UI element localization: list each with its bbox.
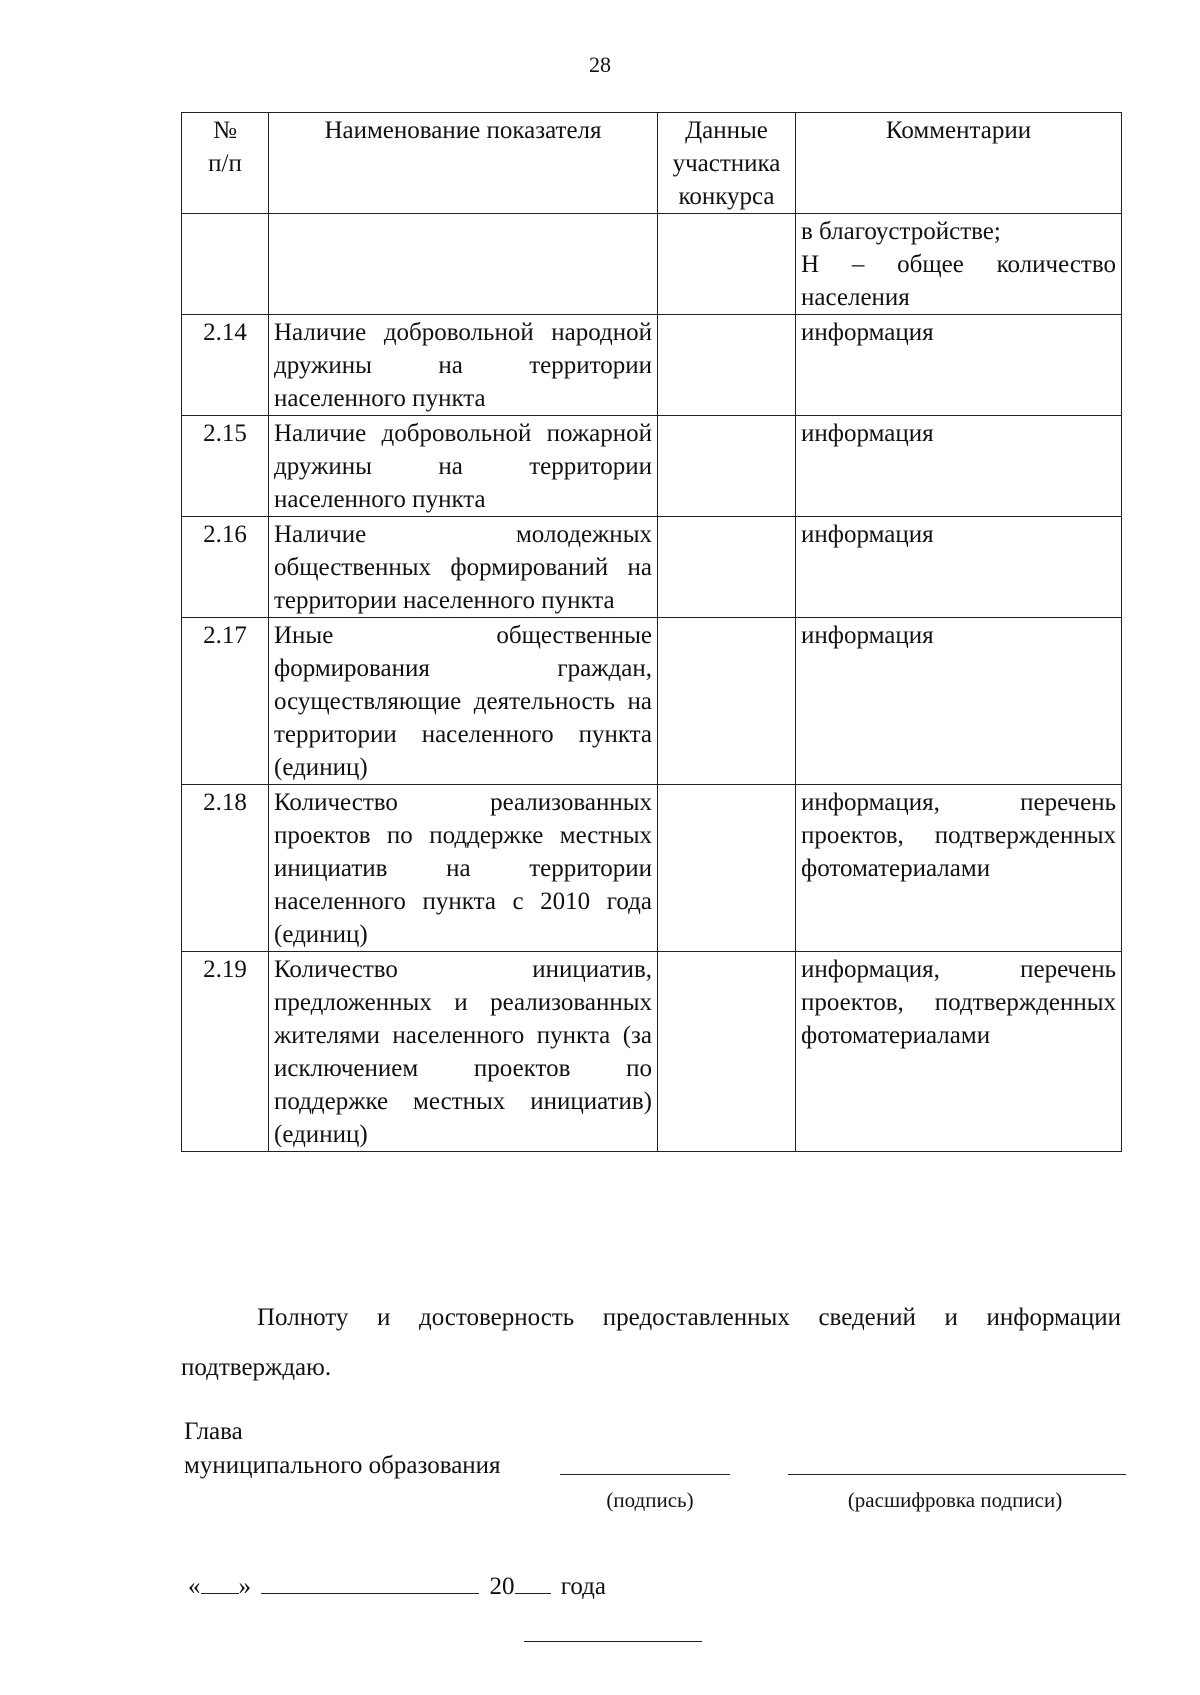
signature-caption: (подпись) (606, 1488, 694, 1512)
cell-comment: информация, перечень проектов, подтвержденных фотоматериалами (796, 952, 1122, 1152)
cell-comment: информация (796, 416, 1122, 517)
year-suffix: года (560, 1573, 606, 1600)
cell-num: 2.16 (182, 517, 269, 618)
cell-data (658, 315, 796, 416)
signature-decoding-line[interactable] (788, 1474, 1126, 1475)
cell-num: 2.14 (182, 315, 269, 416)
header-data: Данные участника конкурса (658, 113, 796, 214)
confirmation-text: Полноту и достоверность предоставленных сведений и информации подтверждаю. (181, 1304, 1121, 1381)
signature-decoding-caption: (расшифровка подписи) (847, 1488, 1063, 1512)
table-row (182, 315, 1122, 416)
cell-data (658, 618, 796, 785)
date-open-quote: « (188, 1573, 201, 1600)
cell-name: Иные общественные формирования граждан, осуществляющие деятельность на территории населенного пункта (единиц) (269, 618, 658, 785)
page-number: 28 (589, 52, 611, 77)
cell-data (658, 214, 796, 315)
cell-comment: информация, перечень проектов, подтвержденных фотоматериалами (796, 785, 1122, 952)
table-header-row (182, 113, 1122, 214)
header-num: № п/п (182, 113, 269, 214)
cell-num (182, 214, 269, 315)
cell-num: 2.17 (182, 618, 269, 785)
indicators-table (181, 112, 1122, 1152)
table-row (182, 785, 1122, 952)
cell-name (269, 214, 658, 315)
cell-comment: в благоустройстве; Н – общее количество населения (796, 214, 1122, 315)
signature-line[interactable] (560, 1474, 730, 1475)
cell-num: 2.15 (182, 416, 269, 517)
year-prefix: 20 (489, 1573, 515, 1600)
cell-data (658, 517, 796, 618)
cell-comment: информация (796, 517, 1122, 618)
header-comment: Комментарии (796, 113, 1122, 214)
signatory-title-line2: муниципального образования (184, 1452, 501, 1479)
table-row (182, 618, 1122, 785)
signatory-title (184, 1415, 501, 1483)
cell-name: Наличие молодежных общественных формирований на территории населенного пункта (269, 517, 658, 618)
date-line (188, 1571, 606, 1601)
cell-num: 2.19 (182, 952, 269, 1152)
table-row-continuation (182, 214, 1122, 315)
cell-name: Наличие добровольной народной дружины на территории населенного пункта (269, 315, 658, 416)
cell-num: 2.18 (182, 785, 269, 952)
header-name: Наименование показателя (269, 113, 658, 214)
cell-name: Количество инициатив, предложенных и реализованных жителями населенного пункта (за исключением проектов по поддержке местных инициатив) (единиц) (269, 952, 658, 1152)
month-blank[interactable] (261, 1571, 479, 1594)
table-row (182, 517, 1122, 618)
cell-name: Наличие добровольной пожарной дружины на территории населенного пункта (269, 416, 658, 517)
signatory-title-line1: Глава (184, 1418, 243, 1445)
cell-comment: информация (796, 618, 1122, 785)
day-blank[interactable] (201, 1571, 239, 1594)
cell-comment: информация (796, 315, 1122, 416)
footer-divider (524, 1641, 702, 1642)
cell-data (658, 785, 796, 952)
table-row (182, 416, 1122, 517)
cell-data (658, 952, 796, 1152)
year-blank[interactable] (515, 1571, 551, 1594)
date-close-quote: » (238, 1573, 251, 1600)
cell-name: Количество реализованных проектов по поддержке местных инициатив на территории населенного пункта с 2010 года (единиц) (269, 785, 658, 952)
cell-data (658, 416, 796, 517)
table-row (182, 952, 1122, 1152)
